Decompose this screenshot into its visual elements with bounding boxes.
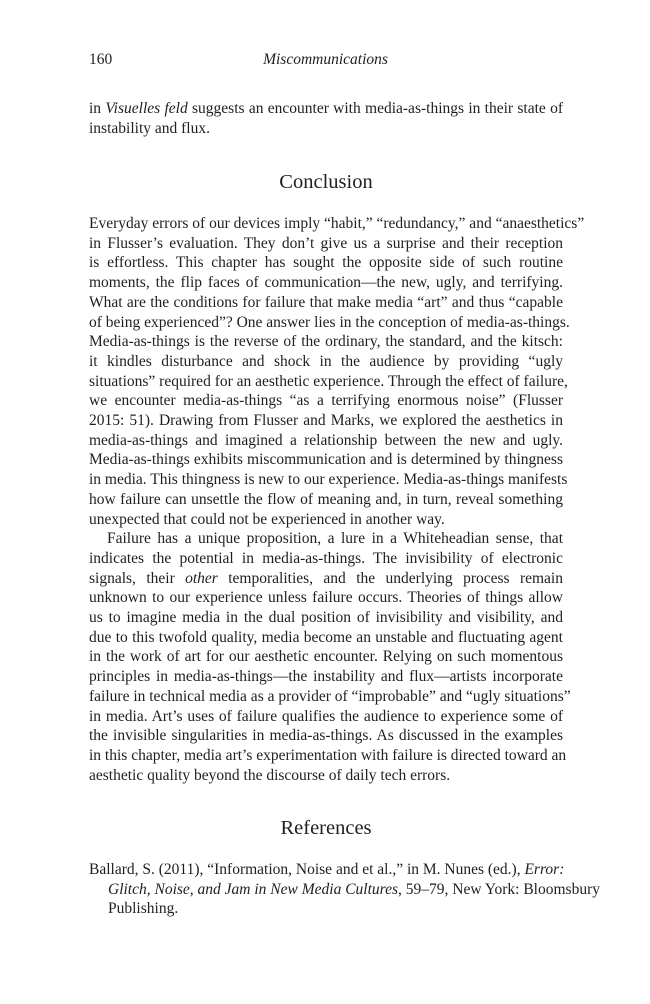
text-line: What are the conditions for failure that make media “art” and thus “capable <box>89 293 563 311</box>
page-number: 160 <box>89 51 113 68</box>
running-title: Miscommunications <box>263 51 388 68</box>
text-line: in Visuelles feld suggests an encounter with media-as-things in their state of <box>89 100 563 117</box>
text-line: us to imagine media in the dual position of invisibility and visibility, and <box>89 609 563 627</box>
references-heading: References <box>280 817 372 839</box>
reference-line: Publishing. <box>108 900 179 918</box>
text-line: 2015: 51). Drawing from Flusser and Marks, we explored the aesthetics in <box>89 412 563 430</box>
text-line: Failure has a unique proposition, a lure in a Whiteheadian sense, that <box>107 530 563 548</box>
text-line: indicates the potential in media-as-things. The invisibility of electronic <box>89 549 563 567</box>
text-line: due to this twofold quality, media become an unstable and fluctuating agent <box>89 628 563 646</box>
text-line: failure in technical media as a provider of “improbable” and “ugly situations” <box>89 687 571 705</box>
text-line: of being experienced”? One answer lies in the conception of media-as-things. <box>89 313 570 331</box>
text-line: in Flusser’s evaluation. They don’t give us a surprise and their reception <box>89 234 563 252</box>
text-line: Media-as-things is the reverse of the ordinary, the standard, and the kitsch: <box>89 333 563 351</box>
text-line: in this chapter, media art’s experimentation with failure is directed toward an <box>89 746 567 764</box>
conclusion-text <box>89 214 585 785</box>
text-line: is effortless. This chapter has sought the opposite side of such routine <box>89 254 563 272</box>
intro-paragraph <box>89 99 563 138</box>
text-line: media-as-things and imagined a relationship between the new and ugly. <box>89 431 563 449</box>
text-line: principles in media-as-things—the instability and flux—artists incorporate <box>89 668 563 686</box>
text-line: moments, the flip faces of communication—the new, ugly, and terrifying. <box>89 274 563 292</box>
reference-line: Glitch, Noise, and Jam in New Media Cultures, 59–79, New York: Bloomsbury <box>108 880 600 898</box>
page-header <box>89 51 562 71</box>
text-line: aesthetic quality beyond the discourse of daily tech errors. <box>89 766 451 784</box>
conclusion-paragraph-2 <box>89 529 571 785</box>
conclusion-heading: Conclusion <box>279 171 373 193</box>
text-line: Everyday errors of our devices imply “habit,” “redundancy,” and “anaesthetics” <box>89 215 585 232</box>
text-line: it kindles disturbance and shock in the audience by providing “ugly <box>89 352 563 370</box>
text-line: situations” required for an aesthetic experience. Through the effect of failure, <box>89 372 568 390</box>
conclusion-paragraph-1 <box>89 214 585 529</box>
reference-entry <box>89 860 600 919</box>
text-line: unexpected that could not be experienced in another way. <box>89 510 445 528</box>
text-line: the invisible singularities in media-as-things. As discussed in the examples <box>89 727 563 745</box>
text-line: how failure can unsettle the flow of meaning and, in turn, reveal something <box>89 490 563 508</box>
text-line: in media. This thingness is new to our experience. Media-as-things manifests <box>89 471 568 489</box>
text-line: unknown to our experience unless failure occurs. Theories of things allow <box>89 589 563 607</box>
text-line: instability and flux. <box>89 119 210 137</box>
text-line: we encounter media-as-things “as a terrifying enormous noise” (Flusser <box>89 392 563 410</box>
text-line: in the work of art for our aesthetic encounter. Relying on such momentous <box>89 648 563 666</box>
reference-line: Ballard, S. (2011), “Information, Noise and et al.,” in M. Nunes (ed.), Error: <box>89 861 565 878</box>
text-line: Media-as-things exhibits miscommunication and is determined by thingness <box>89 451 563 469</box>
text-line: in media. Art’s uses of failure qualifies the audience to experience some of <box>89 707 563 725</box>
text-line: signals, their other temporalities, and the underlying process remain <box>89 569 563 587</box>
